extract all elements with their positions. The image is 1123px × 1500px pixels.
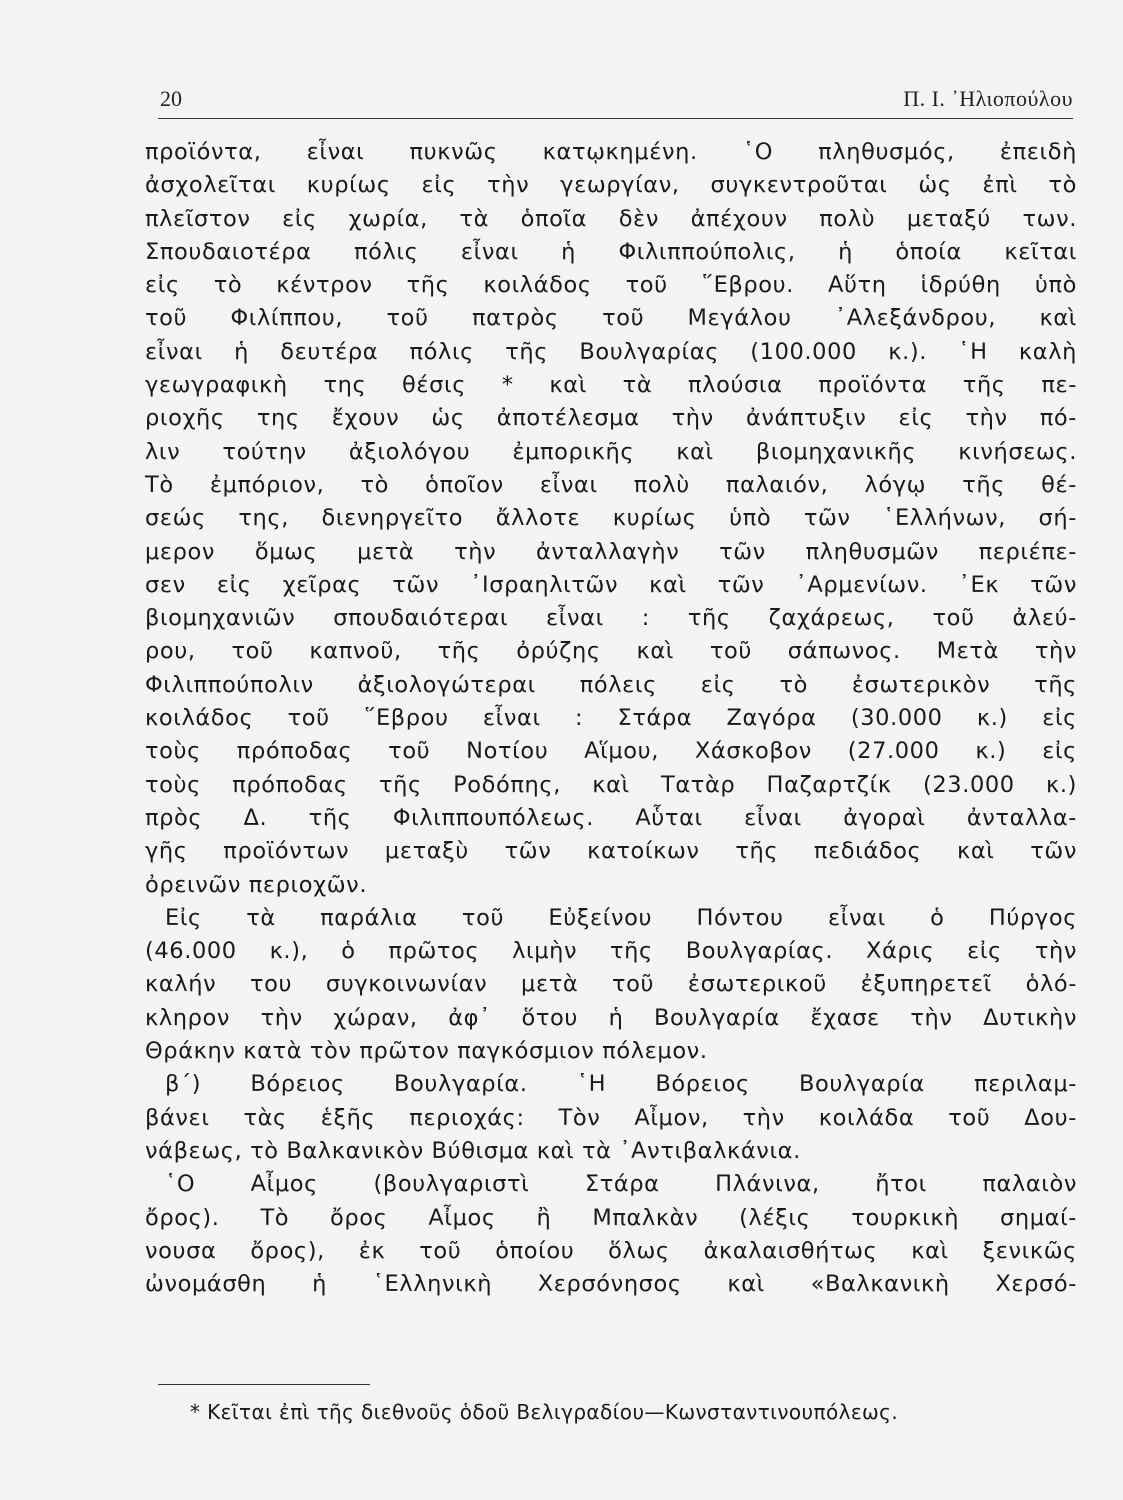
footnote-rule	[158, 1384, 370, 1385]
text-line: Τὸ ἐμπόριον, τὸ ὁποῖον εἶναι πολὺ παλαιόν, λόγῳ τῆς θέ-	[145, 471, 1077, 498]
text-line: προϊόντα, εἶναι πυκνῶς κατῳκημένη. ῾Ο πληθυσμός, ἐπειδὴ	[145, 139, 1077, 165]
text-line: ὠνομάσθη ἡ ῾Ελληνικὴ Χερσόνησος καὶ «Βαλκανικὴ Χερσό-	[145, 1271, 1077, 1298]
header-rule	[158, 118, 1073, 119]
text-line: σεώς της, διενηργεῖτο ἄλλοτε κυρίως ὑπὸ τῶν ῾Ελλήνων, σή-	[145, 505, 1077, 532]
text-line: μερον ὅμως μετὰ τὴν ἀνταλλαγὴν τῶν πληθυσμῶν περιέπε-	[145, 538, 1077, 565]
text-line: ἀσχολεῖται κυρίως εἰς τὴν γεωργίαν, συγκεντροῦται ὡς ἐπὶ τὸ	[145, 172, 1077, 199]
text-line: πρὸς Δ. τῆς Φιλιππουπόλεως. Αὗται εἶναι ἀγοραὶ ἀνταλλα-	[145, 804, 1077, 831]
text-line: βιομηχανιῶν σπουδαιότεραι εἶναι : τῆς ζαχάρεως, τοῦ ἀλεύ-	[145, 605, 1077, 632]
text-line: γεωγραφικὴ της θέσις * καὶ τὰ πλούσια προϊόντα τῆς πε-	[145, 372, 1077, 399]
text-line: ὄρος). Τὸ ὄρος Αἶμος ἢ Μπαλκὰν (λέξις τουρκικὴ σημαί-	[145, 1204, 1077, 1231]
text-line: τοὺς πρόποδας τοῦ Νοτίου Αἵμου, Χάσκοβον (27.000 κ.) εἰς	[145, 738, 1077, 765]
text-line: Σπουδαιοτέρα πόλις εἶναι ἡ Φιλιππούπολις, ἡ ὁποία κεῖται	[145, 238, 1077, 265]
page-number: 20	[160, 86, 182, 111]
text-line: ὀρεινῶν περιοχῶν.	[145, 871, 368, 898]
text-line: γῆς προϊόντων μεταξὺ τῶν κατοίκων τῆς πεδιάδος καὶ τῶν	[145, 838, 1077, 865]
footnote: * Κεῖται ἐπὶ τῆς διεθνοῦς ὁδοῦ Βελιγραδίου—Κωνσταντινουπόλεως.	[190, 1400, 899, 1424]
text-line: Θράκην κατὰ τὸν πρῶτον παγκόσμιον πόλεμον.	[145, 1038, 708, 1065]
text-line: λιν τούτην ἀξιολόγου ἐμπορικῆς καὶ βιομηχανικῆς κινήσεως.	[145, 438, 1077, 465]
text-line: νουσα ὄρος), ἐκ τοῦ ὁποίου ὅλως ἀκαλαισθήτως καὶ ξενικῶς	[145, 1237, 1077, 1264]
text-line: κληρον τὴν χώραν, ἀφ᾿ ὅτου ἡ Βουλγαρία ἔχασε τὴν Δυτικὴν	[145, 1004, 1077, 1031]
text-line: ῾Ο Αἶμος (βουλγαριστὶ Στάρα Πλάνινα, ἤτοι παλαιὸν	[165, 1171, 1077, 1198]
text-line: καλήν του συγκοινωνίαν μετὰ τοῦ ἐσωτερικοῦ ἐξυπηρετεῖ ὁλό-	[145, 971, 1077, 998]
text-line: ρου, τοῦ καπνοῦ, τῆς ὀρύζης καὶ τοῦ σάπωνος. Μετὰ τὴν	[145, 638, 1077, 665]
body-text	[145, 136, 1077, 1301]
running-head: Π. Ι. ᾿Ηλιοπούλου	[903, 86, 1073, 111]
text-line: Φιλιππούπολιν ἀξιολογώτεραι πόλεις εἰς τὸ ἐσωτερικὸν τῆς	[145, 671, 1077, 698]
text-line: πλεῖστον εἰς χωρία, τὰ ὁποῖα δὲν ἀπέχουν πολὺ μεταξύ των.	[145, 205, 1077, 232]
text-line: (46.000 κ.), ὁ πρῶτος λιμὴν τῆς Βουλγαρίας. Χάρις εἰς τὴν	[145, 938, 1077, 965]
text-line: εἰς τὸ κέντρον τῆς κοιλάδος τοῦ ῞Εβρου. Αὕτη ἱδρύθη ὑπὸ	[145, 272, 1077, 299]
text-line: βάνει τὰς ἑξῆς περιοχάς: Τὸν Αἶμον, τὴν κοιλάδα τοῦ Δου-	[145, 1104, 1077, 1131]
text-line: τοὺς πρόποδας τῆς Ροδόπης, καὶ Τατὰρ Παζαρτζίκ (23.000 κ.)	[145, 771, 1077, 798]
section-heading-line: β΄) Βόρειος Βουλγαρία. ῾Η Βόρειος Βουλγαρία περιλαμ-	[165, 1071, 1077, 1098]
text-line: εἶναι ἡ δευτέρα πόλις τῆς Βουλγαρίας (100.000 κ.). ῾Η καλὴ	[145, 338, 1077, 365]
text-line: νάβεως, τὸ Βαλκανικὸν Βύθισμα καὶ τὰ ᾿Αντιβαλκάνια.	[145, 1137, 801, 1164]
text-line: ριοχῆς της ἔχουν ὡς ἀποτέλεσμα τὴν ἀνάπτυξιν εἰς τὴν πό-	[145, 405, 1077, 432]
text-line: τοῦ Φιλίππου, τοῦ πατρὸς τοῦ Μεγάλου ᾿Αλεξάνδρου, καὶ	[145, 305, 1077, 332]
text-line: Εἰς τὰ παράλια τοῦ Εὐξείνου Πόντου εἶναι ὁ Πύργος	[165, 904, 1077, 931]
text-line: κοιλάδος τοῦ ῞Εβρου εἶναι : Στάρα Ζαγόρα (30.000 κ.) εἰς	[145, 705, 1077, 732]
text-line: σεν εἰς χεῖρας τῶν ᾿Ισραηλιτῶν καὶ τῶν ᾿Αρμενίων. ᾿Εκ τῶν	[145, 571, 1077, 598]
